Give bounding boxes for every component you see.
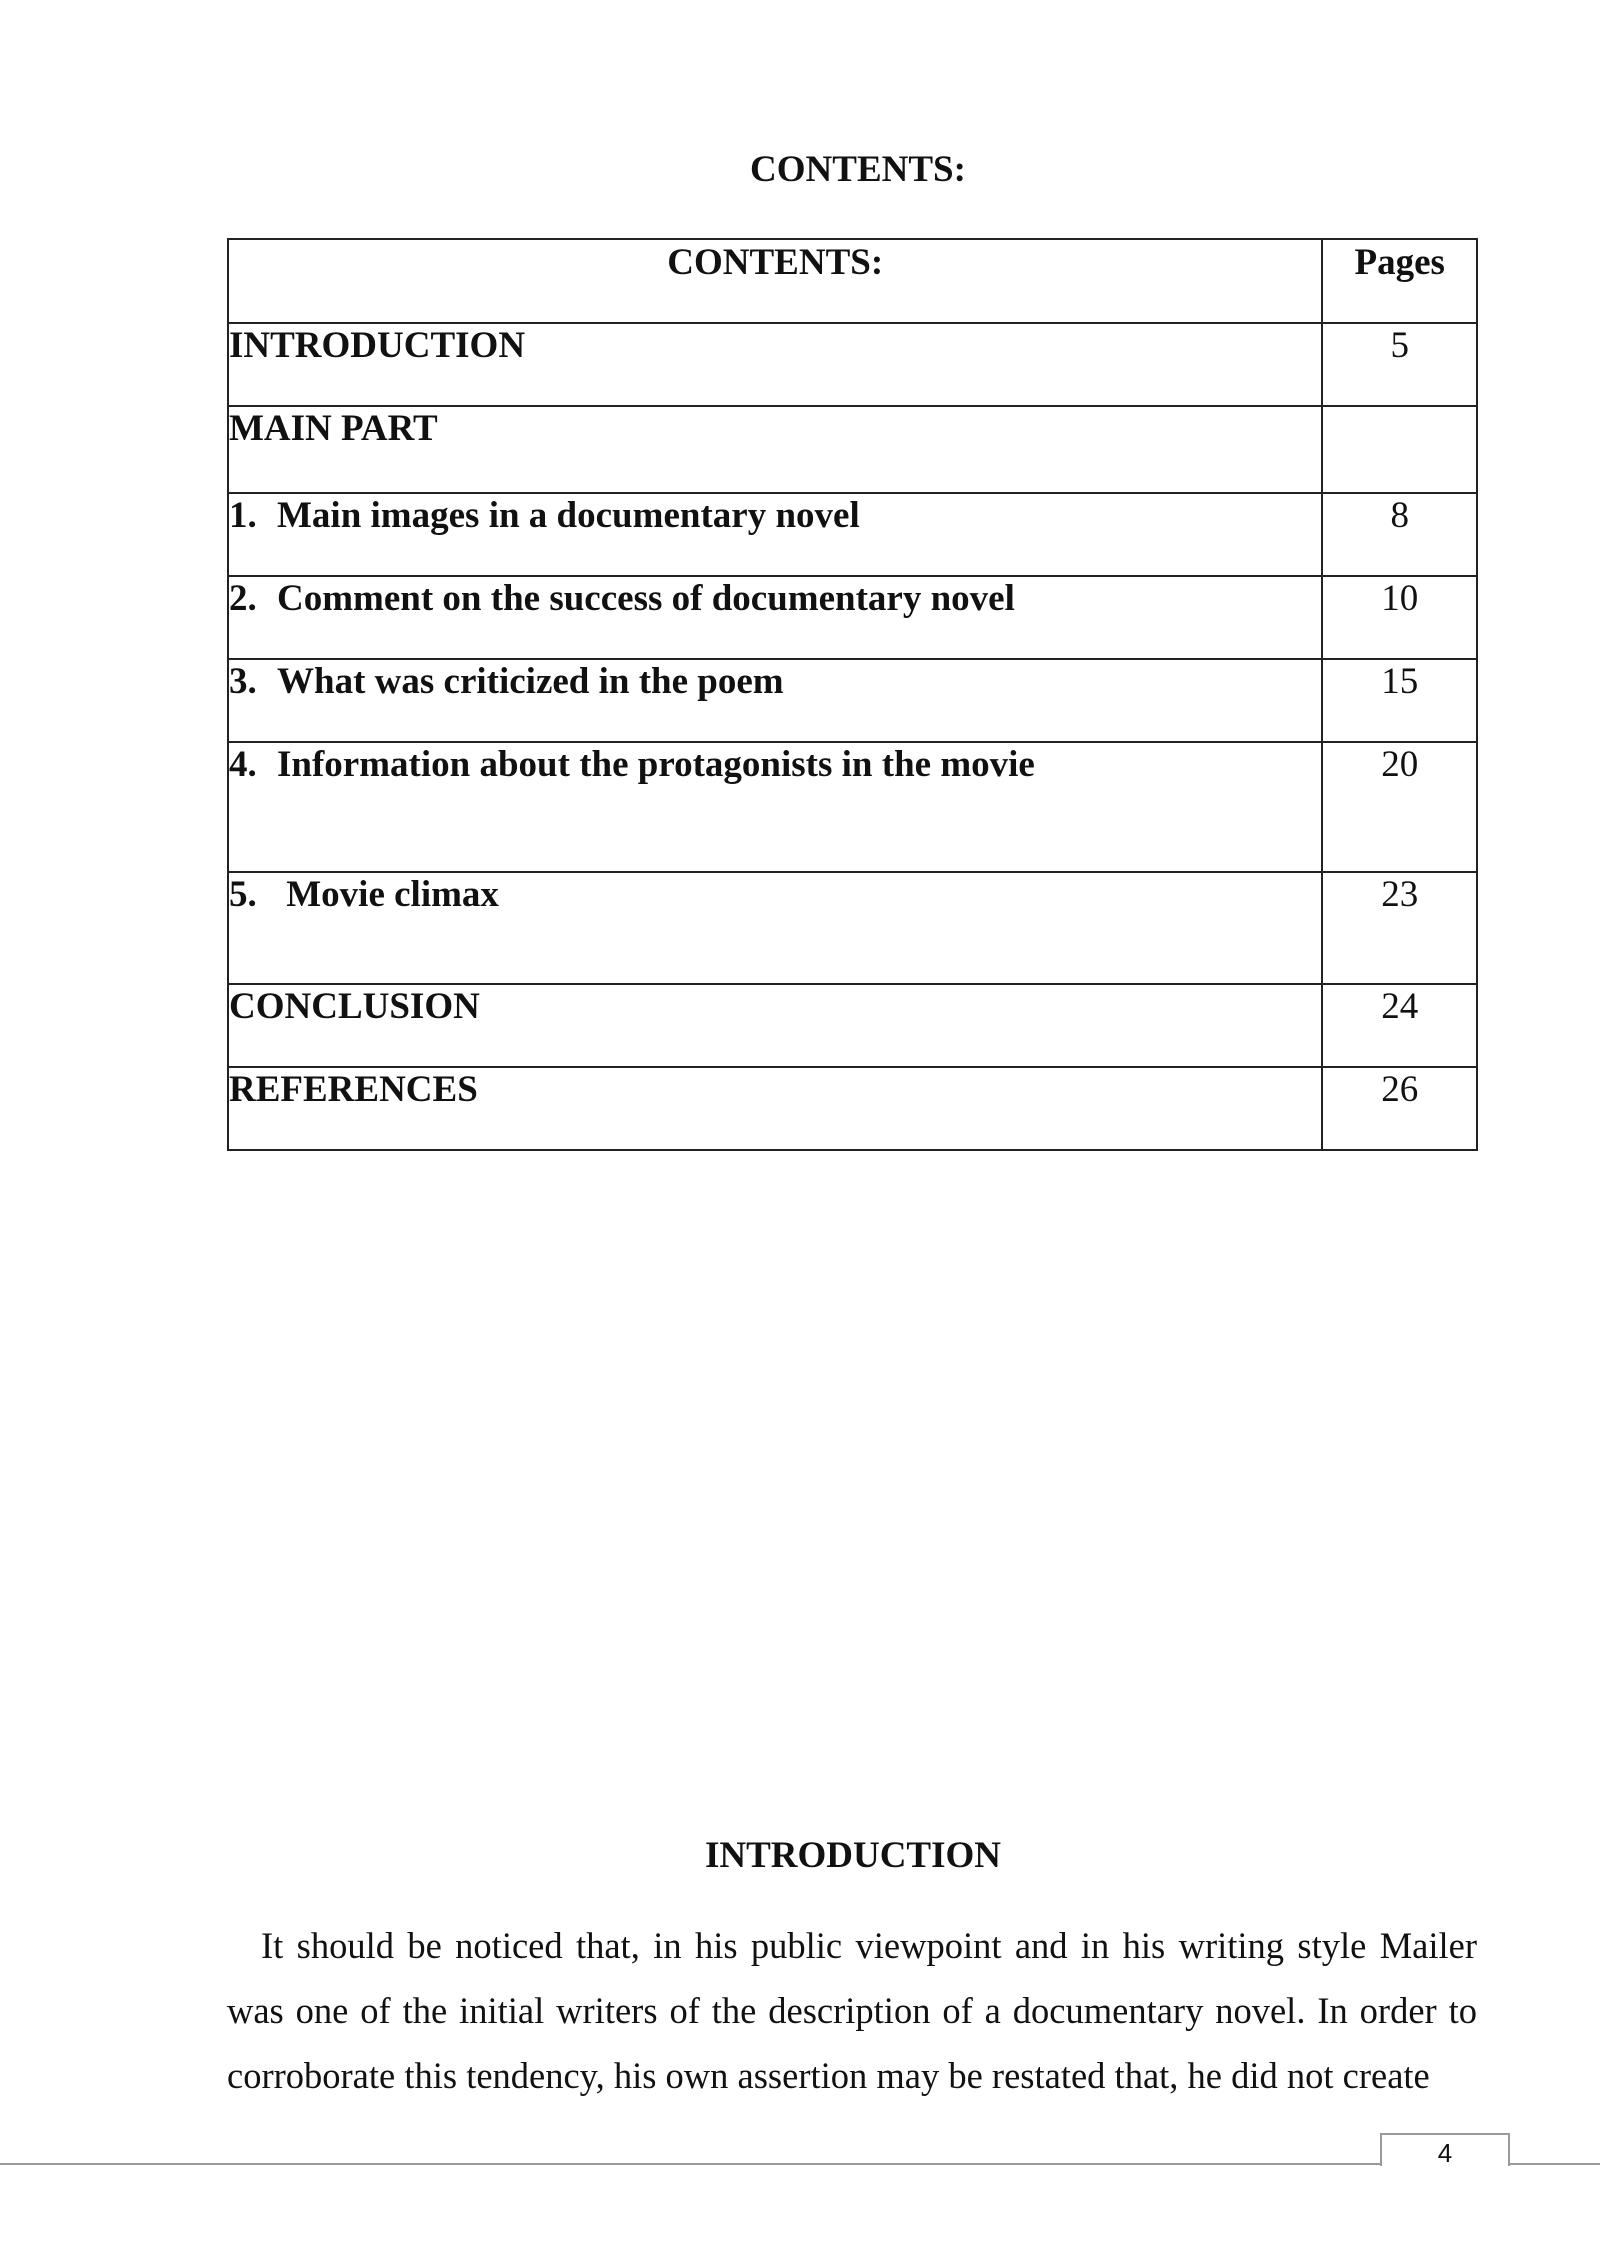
table-row (228, 742, 1477, 872)
entry-title (228, 493, 1322, 576)
entry-title: REFERENCES (228, 1067, 1322, 1150)
header-contents: CONTENTS: (228, 239, 1322, 323)
table-row (228, 576, 1477, 659)
entry-label: What was criticized in the poem (277, 661, 784, 702)
entry-number: 4. (229, 744, 257, 785)
entry-page: 24 (1322, 984, 1477, 1067)
entry-label: Main images in a documentary novel (277, 495, 860, 536)
entry-label: Movie climax (277, 874, 499, 915)
entry-title: CONCLUSION (228, 984, 1322, 1067)
footer-divider (0, 2163, 1600, 2165)
entry-page: 23 (1322, 872, 1477, 984)
entry-number: 1. (229, 495, 257, 536)
table-row (228, 406, 1477, 493)
entry-page: 15 (1322, 659, 1477, 742)
introduction-paragraph: It should be noticed that, in his public viewpoint and in his writing style Mailer was one of the initial writers of the description of a documentary novel. In order to corroborate this tendency, his own assertion may be restated that, he did not create (227, 1925, 1477, 2096)
page-number: 4 (1437, 2138, 1453, 2168)
entry-title: MAIN PART (228, 406, 1322, 493)
table-row (228, 984, 1477, 1067)
table-row (228, 659, 1477, 742)
entry-page (1322, 406, 1477, 493)
entry-page: 20 (1322, 742, 1477, 872)
table-row (228, 1067, 1477, 1150)
entry-page: 8 (1322, 493, 1477, 576)
header-pages: Pages (1322, 239, 1477, 323)
entry-page: 10 (1322, 576, 1477, 659)
entry-title (228, 576, 1322, 659)
entry-page: 26 (1322, 1067, 1477, 1150)
entry-title (228, 742, 1322, 872)
table-row (228, 872, 1477, 984)
introduction-heading: INTRODUCTION (704, 1835, 1002, 1876)
entry-title: INTRODUCTION (228, 323, 1322, 406)
entry-title (228, 872, 1322, 984)
entry-number: 5. (229, 874, 257, 915)
entry-number: 3. (229, 661, 257, 702)
page-heading: CONTENTS: (750, 149, 966, 190)
contents-table (227, 238, 1478, 1151)
entry-title (228, 659, 1322, 742)
table-row (228, 323, 1477, 406)
table-row (228, 493, 1477, 576)
entry-number: 2. (229, 578, 257, 619)
entry-label: Information about the protagonists in the movie (277, 744, 1035, 785)
entry-label: Comment on the success of documentary novel (277, 578, 1015, 619)
table-header-row (228, 239, 1477, 323)
entry-page: 5 (1322, 323, 1477, 406)
